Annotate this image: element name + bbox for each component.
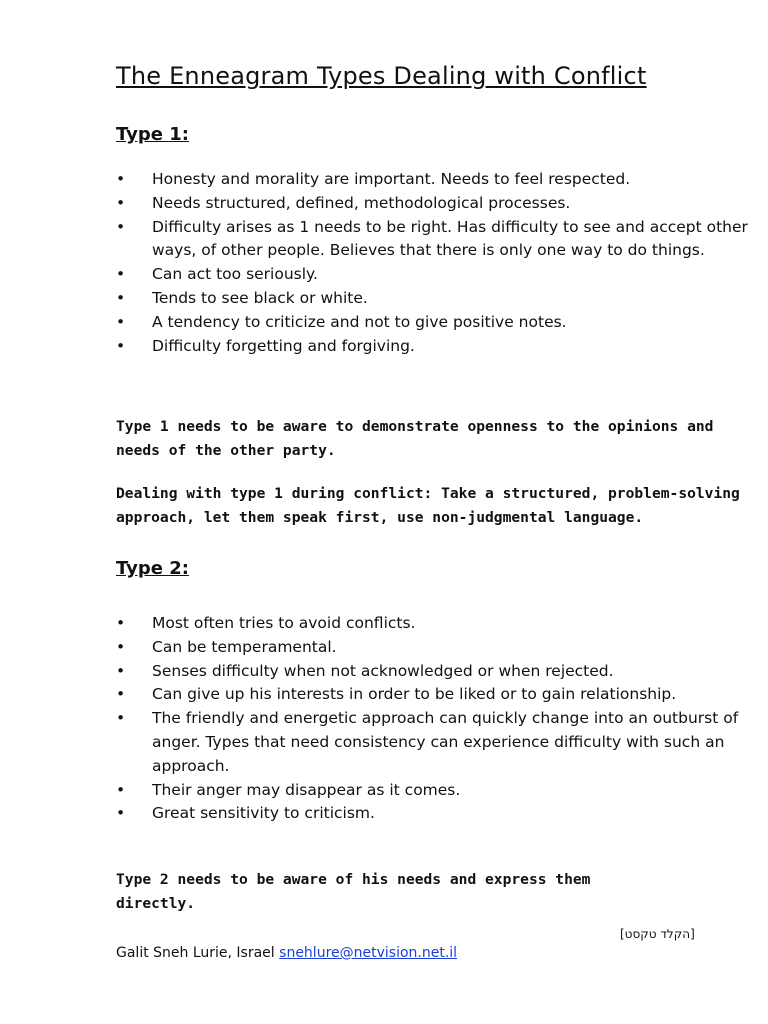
list-item: • Most often tries to avoid conflicts. [116, 612, 766, 636]
list-item: • The friendly and energetic approach can quickly change into an outburst of anger. Types that need consistency can experience difficulty with such an approach. [116, 707, 766, 778]
type1-bullet-list [116, 168, 766, 358]
list-item: • Tends to see black or white. [116, 287, 766, 311]
list-item: • A tendency to criticize and not to give positive notes. [116, 311, 766, 335]
type2-heading: Type 2: [116, 558, 189, 579]
list-item: • Difficulty arises as 1 needs to be right. Has difficulty to see and accept other ways, of other people. Believes that there is only one way to do things. [116, 216, 766, 264]
list-item: • Difficulty forgetting and forgiving. [116, 335, 766, 359]
type2-awareness-note: Type 2 needs to be aware of his needs and express them directly. [116, 871, 591, 912]
type1-heading: Type 1: [116, 124, 189, 145]
type1-dealing-note: Dealing with type 1 during conflict: Take a structured, problem-solving approach, let them speak first, use non-judgmental language. [116, 485, 740, 526]
list-item: • Their anger may disappear as it comes. [116, 779, 766, 803]
type2-bullet-list [116, 612, 766, 826]
document-title: The Enneagram Types Dealing with Conflict [116, 62, 647, 90]
list-item: • Can be temperamental. [116, 636, 766, 660]
header-placeholder-text: [הקלד טקסט] [620, 927, 695, 941]
list-item: • Senses difficulty when not acknowledged or when rejected. [116, 660, 766, 684]
list-item: • Can give up his interests in order to be liked or to gain relationship. [116, 683, 766, 707]
email-link[interactable]: snehlure@netvision.net.il [279, 945, 458, 961]
list-item: • Needs structured, defined, methodological processes. [116, 192, 766, 216]
footer [116, 945, 457, 961]
list-item: • Great sensitivity to criticism. [116, 802, 766, 826]
type1-awareness-note: Type 1 needs to be aware to demonstrate openness to the opinions and needs of the other party. [116, 418, 714, 459]
author-credit: Galit Sneh Lurie, Israel [116, 945, 275, 961]
list-item: • Honesty and morality are important. Needs to feel respected. [116, 168, 766, 192]
list-item: • Can act too seriously. [116, 263, 766, 287]
